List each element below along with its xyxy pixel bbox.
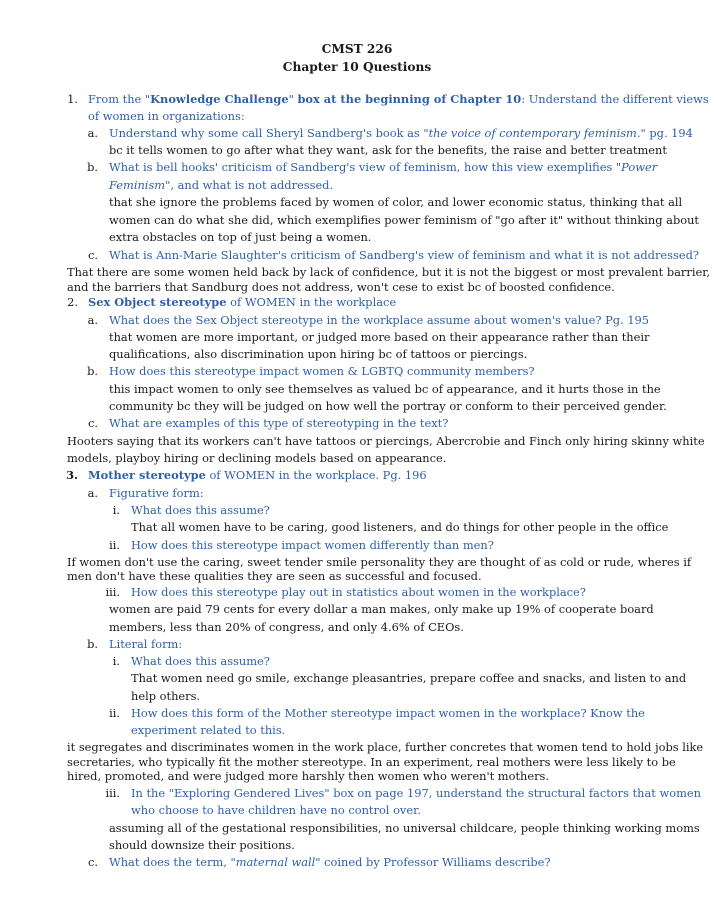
q2a-question: What does the Sex Object stereotype in the workplace assume about women's value? Pg. 195 bbox=[109, 313, 650, 327]
q1b-answer-1: that she ignore the problems faced by women of color, and lower economic status, thinking that all bbox=[109, 195, 683, 209]
q3a-marker: a. bbox=[87, 486, 98, 500]
q3b-label: Literal form: bbox=[109, 637, 183, 651]
q1b-answer-2: women can do what she did, which exemplifies power feminism of "go after it" without thinking about bbox=[109, 213, 700, 227]
q1b-question-cont: Feminism", and what is not addressed. bbox=[109, 178, 334, 192]
q1c-answer-1: That there are some women held back by lack of confidence, but it is not the biggest or most prevalent barrier, bbox=[67, 265, 711, 279]
q2-number: 2. bbox=[67, 295, 78, 309]
q2b-question: How does this stereotype impact women & LGBTQ community members? bbox=[109, 364, 535, 378]
q3a-i-answer: That all women have to be caring, good listeners, and do things for other people in the office bbox=[131, 520, 669, 534]
q3b-i-question: What does this assume? bbox=[131, 654, 270, 668]
q1-number: 1. bbox=[67, 92, 78, 106]
q1b-question: What is bell hooks' criticism of Sandberg's view of feminism, how this view exemplifies "Power bbox=[109, 160, 658, 174]
q3a-iii-marker: iii. bbox=[105, 585, 120, 599]
q3a-iii-answer-1: women are paid 79 cents for every dollar a man makes, only make up 19% of cooperate board bbox=[109, 602, 654, 616]
q1b-answer-3: extra obstacles on top of just being a women. bbox=[109, 230, 372, 244]
chapter-title: Chapter 10 Questions bbox=[282, 60, 432, 74]
q2c-answer-2: models, playboy hiring or declining models based on appearance. bbox=[67, 451, 447, 465]
q1c-answer-2: and the barriers that Sandburg does not address, won't cese to exist bc of boosted confidence. bbox=[67, 280, 615, 294]
q3a-ii-marker: ii. bbox=[109, 538, 120, 552]
q1-heading-cont: of women in organizations: bbox=[88, 109, 245, 123]
q3c-question: What does the term, "maternal wall" coined by Professor Williams describe? bbox=[109, 855, 551, 869]
q1a-answer: bc it tells women to go after what they want, ask for the benefits, the raise and better treatment bbox=[109, 143, 667, 157]
q2b-answer-2: community bc they will be judged on how well the portray or conform to their perceived gender. bbox=[109, 399, 667, 413]
q3a-iii-answer-2: members, less than 20% of congress, and only 4.6% of CEOs. bbox=[109, 620, 464, 634]
q3b-ii-question-2: experiment related to this. bbox=[131, 723, 286, 737]
q2-heading: Sex Object stereotype of WOMEN in the workplace bbox=[88, 295, 397, 309]
q3b-iii-question-2: who choose to have children have no control over. bbox=[131, 803, 421, 817]
q2a-answer-2: qualifications, also discrimination upon hiring bc of tattoos or piercings. bbox=[109, 347, 528, 361]
q3-heading: Mother stereotype of WOMEN in the workplace. Pg. 196 bbox=[88, 468, 427, 482]
q2b-answer-1: this impact women to only see themselves as valued bc of appearance, and it hurts those in the bbox=[109, 382, 661, 396]
q3a-ii-question: How does this stereotype impact women differently than men? bbox=[131, 538, 494, 552]
q3b-marker: b. bbox=[87, 637, 98, 651]
q3b-iii-marker: iii. bbox=[105, 786, 120, 800]
q3b-iii-question-1: In the "Exploring Gendered Lives" box on page 197, understand the structural factors that women bbox=[131, 786, 701, 800]
course-title: CMST 226 bbox=[321, 42, 393, 56]
q3b-ii-answer-2: secretaries, who typically fit the mother stereotype. In an experiment, real mothers were less likely to be bbox=[67, 755, 676, 769]
q2a-marker: a. bbox=[87, 313, 98, 327]
q3-number: 3. bbox=[66, 468, 78, 482]
q1b-marker: b. bbox=[87, 160, 98, 174]
q3a-i-marker: i. bbox=[112, 503, 120, 517]
q1-heading: From the "Knowledge Challenge" box at the beginning of Chapter 10: Understand the different views bbox=[88, 92, 709, 106]
q1a-question: Understand why some call Sheryl Sandberg's book as "the voice of contemporary feminism." pg. 194 bbox=[109, 126, 693, 140]
q3b-ii-answer-1: it segregates and discriminates women in the work place, further concretes that women tend to hold jobs like bbox=[67, 740, 704, 754]
q3b-ii-question-1: How does this form of the Mother stereotype impact women in the workplace? Know the bbox=[131, 706, 645, 720]
q3b-ii-answer-3: hired, promoted, and were judged more harshly then women who weren't mothers. bbox=[67, 769, 550, 783]
q1c-marker: c. bbox=[87, 248, 98, 262]
q3b-iii-answer-2: should downsize their positions. bbox=[109, 838, 295, 852]
q3b-i-answer-1: That women need go smile, exchange pleasantries, prepare coffee and snacks, and listen to and bbox=[131, 671, 687, 685]
q1c-question: What is Ann-Marie Slaughter's criticism of Sandberg's view of feminism and what it is not addressed? bbox=[109, 248, 699, 262]
q2b-marker: b. bbox=[87, 364, 98, 378]
q2c-marker: c. bbox=[87, 416, 98, 430]
q2a-answer-1: that women are more important, or judged more based on their appearance rather than their bbox=[109, 330, 650, 344]
q3a-label: Figurative form: bbox=[109, 486, 204, 500]
q1a-marker: a. bbox=[87, 126, 98, 140]
q2c-answer-1: Hooters saying that its workers can't have tattoos or piercings, Abercrobie and Finch only hiring skinny white bbox=[67, 434, 705, 448]
q3b-ii-marker: ii. bbox=[109, 706, 120, 720]
q3c-marker: c. bbox=[87, 855, 98, 869]
q3a-ii-answer-2: men don't have these qualities they are seen as successful and focused. bbox=[67, 569, 482, 583]
q3b-iii-answer-1: assuming all of the gestational responsibilities, no universal childcare, people thinking working moms bbox=[109, 821, 700, 835]
q3a-i-question: What does this assume? bbox=[131, 503, 270, 517]
q3a-ii-answer-1: If women don't use the caring, sweet tender smile personality they are thought of as cold or rude, wheres if bbox=[67, 555, 692, 569]
q3b-i-answer-2: help others. bbox=[131, 689, 201, 703]
q3b-i-marker: i. bbox=[112, 654, 120, 668]
q3a-iii-question: How does this stereotype play out in statistics about women in the workplace? bbox=[131, 585, 586, 599]
q2c-question: What are examples of this type of stereotyping in the text? bbox=[109, 416, 449, 430]
